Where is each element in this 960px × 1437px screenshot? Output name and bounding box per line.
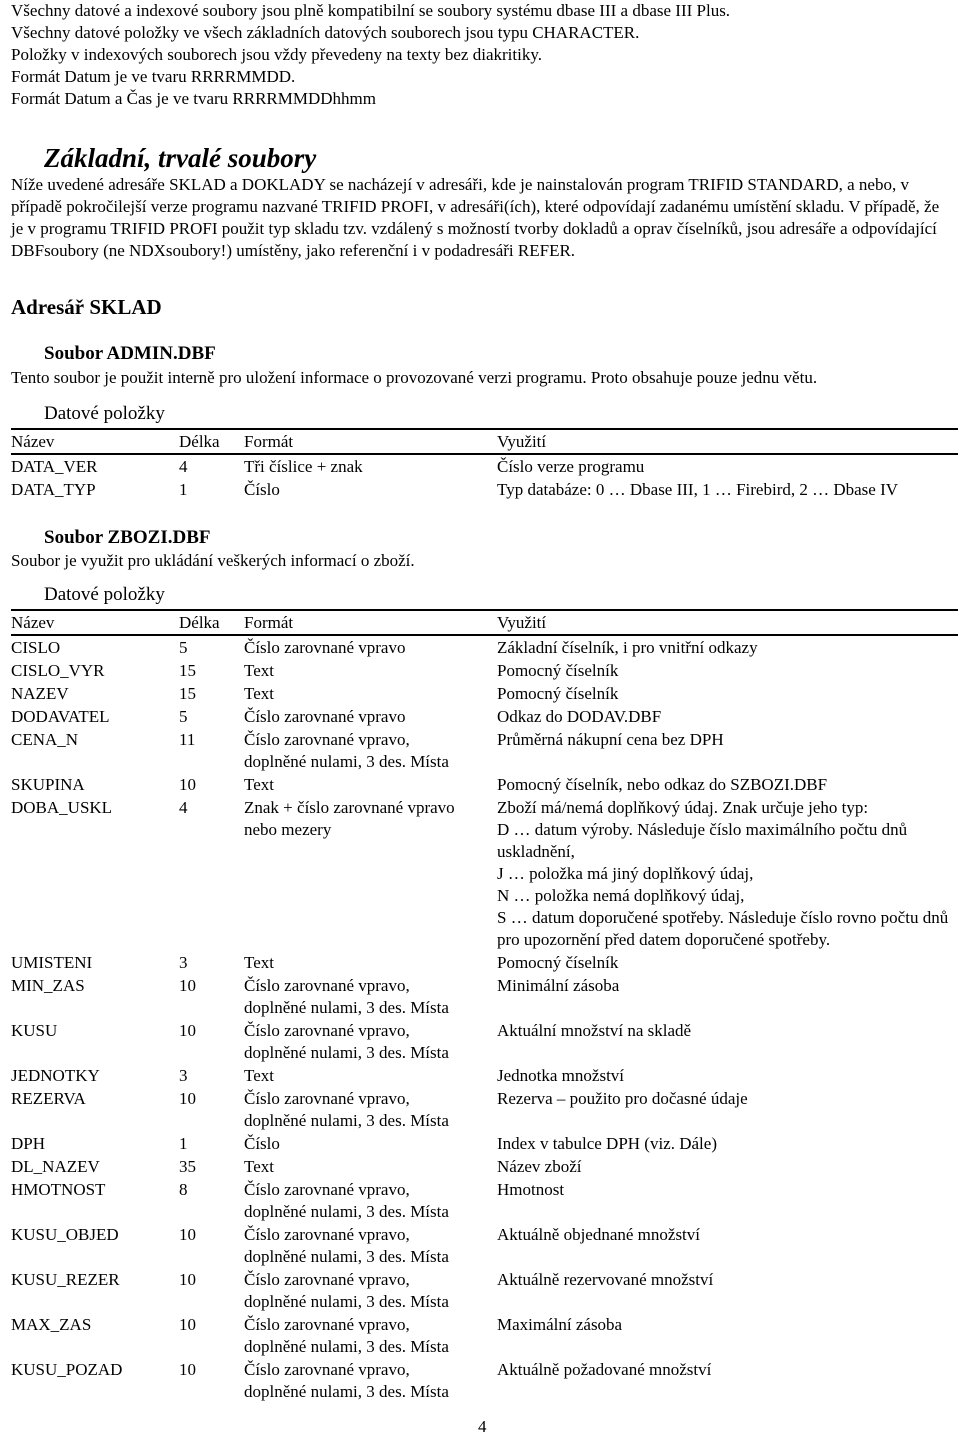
- field-name: KUSU_REZER: [11, 1270, 120, 1289]
- zbozi-file-heading: Soubor ZBOZI.DBF: [44, 527, 211, 548]
- field-usage: Pomocný číselník: [497, 661, 619, 680]
- table-row: [11, 1132, 958, 1155]
- field-format: Znak + číslo zarovnané vpravo nebo mezery: [244, 798, 455, 839]
- field-format: Text: [244, 775, 274, 794]
- table-row: [11, 635, 958, 659]
- field-name: DODAVATEL: [11, 707, 110, 726]
- table-row: [11, 951, 958, 974]
- table-row: [11, 796, 958, 951]
- field-length: 3: [179, 1066, 188, 1085]
- field-usage: Základní číselník, i pro vnitřní odkazy: [497, 638, 758, 657]
- table-row: [11, 1223, 958, 1268]
- admin-file-heading: Soubor ADMIN.DBF: [44, 343, 216, 364]
- intro-line: Všechny datové a indexové soubory jsou plně kompatibilní se soubory systému dbase III a dbase III Plus.: [11, 1, 731, 20]
- field-format: Text: [244, 1157, 274, 1176]
- table-row: [11, 659, 958, 682]
- field-usage: Aktuálně rezervované množství: [497, 1270, 714, 1289]
- field-length: 10: [179, 1021, 196, 1040]
- field-format: Text: [244, 953, 274, 972]
- table-row: [11, 1019, 958, 1064]
- field-length: 10: [179, 976, 196, 995]
- field-name: DATA_VER: [11, 457, 98, 476]
- column-header: Formát: [244, 429, 497, 454]
- field-format: Číslo zarovnané vpravo, doplněné nulami, 3 des. Místa: [244, 1021, 449, 1062]
- table-row: [11, 1087, 958, 1132]
- section-paragraph: Níže uvedené adresáře SKLAD a DOKLADY se nacházejí v adresáři, kde je nainstalován program TRIFID STANDARD, a nebo, v případě pokročilejší verze programu nazvané TRIFID PROFI, v adresáři(ích), které odpovídají zadanému umístění skladu. V případě, že je v programu TRIFID PROFI použit typ skladu tzv. vzdálený s možností tvorby dokladů a oprav číselníků, jsou adresáře a odpovídající DBFsoubory (ne NDXsoubory!) umístěny, jako referenční i v podadresáři REFER.: [11, 175, 940, 260]
- intro-block: [11, 0, 949, 110]
- table-row: [11, 705, 958, 728]
- field-name: NAZEV: [11, 684, 69, 703]
- field-name: JEDNOTKY: [11, 1066, 100, 1085]
- zbozi-fields-table: [11, 609, 958, 1403]
- column-header: Formát: [244, 610, 497, 635]
- field-usage: Aktuálně objednané množství: [497, 1225, 701, 1244]
- table-row: [11, 1358, 958, 1403]
- field-format: Číslo zarovnané vpravo, doplněné nulami, 3 des. Místa: [244, 1225, 449, 1266]
- field-length: 4: [179, 798, 188, 817]
- table-row: [11, 974, 958, 1019]
- field-length: 35: [179, 1157, 196, 1176]
- field-format: Číslo zarovnané vpravo, doplněné nulami, 3 des. Místa: [244, 1360, 449, 1401]
- field-length: 11: [179, 730, 196, 749]
- zbozi-description: Soubor je využit pro ukládání veškerých informací o zboží.: [11, 551, 415, 570]
- field-format: Číslo: [244, 480, 280, 499]
- field-usage: Typ databáze: 0 … Dbase III, 1 … Firebird, 2 … Dbase IV: [497, 480, 899, 499]
- field-format: Tři číslice + znak: [244, 457, 363, 476]
- field-length: 10: [179, 1360, 196, 1379]
- field-format: Text: [244, 684, 274, 703]
- field-length: 3: [179, 953, 188, 972]
- field-usage: Zboží má/nemá doplňkový údaj. Znak určuje jeho typ: D … datum výroby. Následuje číslo maximálního počtu dnů uskladnění, J … položka má jiný doplňkový údaj, N … položka nemá doplňkový údaj, S … datum doporučené spotřeby. Následuje číslo rovno počtu dnů pro upozornění před datem doporučené spotřeby.: [497, 798, 949, 949]
- field-name: UMISTENI: [11, 953, 93, 972]
- field-length: 1: [179, 480, 188, 499]
- column-header: Délka: [179, 429, 244, 454]
- table-header-row: [11, 610, 958, 635]
- field-length: 10: [179, 775, 196, 794]
- field-usage: Průměrná nákupní cena bez DPH: [497, 730, 724, 749]
- field-format: Číslo zarovnané vpravo, doplněné nulami, 3 des. Místa: [244, 1180, 449, 1221]
- admin-fields-table: [11, 428, 958, 501]
- field-format: Číslo zarovnané vpravo, doplněné nulami, 3 des. Místa: [244, 1089, 449, 1130]
- intro-line: Formát Datum je ve tvaru RRRRMMDD.: [11, 67, 296, 86]
- field-length: 15: [179, 661, 196, 680]
- column-header: Název: [11, 610, 179, 635]
- field-format: Číslo: [244, 1134, 280, 1153]
- field-name: KUSU_POZAD: [11, 1360, 123, 1379]
- intro-line: Všechny datové položky ve všech základních datových souborech jsou typu CHARACTER.: [11, 23, 640, 42]
- field-name: DATA_TYP: [11, 480, 96, 499]
- column-header: Délka: [179, 610, 244, 635]
- field-format: Číslo zarovnané vpravo, doplněné nulami, 3 des. Místa: [244, 1270, 449, 1311]
- field-name: KUSU: [11, 1021, 58, 1040]
- field-name: REZERVA: [11, 1089, 86, 1108]
- field-name: MAX_ZAS: [11, 1315, 92, 1334]
- admin-description: Tento soubor je použit interně pro uložení informace o provozované verzi programu. Proto obsahuje pouze jednu větu.: [11, 368, 818, 387]
- field-length: 8: [179, 1180, 188, 1199]
- field-format: Číslo zarovnané vpravo: [244, 638, 406, 657]
- field-usage: Pomocný číselník: [497, 684, 619, 703]
- table-row: [11, 1064, 958, 1087]
- field-length: 4: [179, 457, 188, 476]
- field-length: 1: [179, 1134, 188, 1153]
- table-row: [11, 1178, 958, 1223]
- admin-fields-heading: Datové položky: [44, 403, 165, 424]
- section-title: Základní, trvalé soubory: [44, 143, 317, 173]
- field-usage: Maximální zásoba: [497, 1315, 623, 1334]
- table-row: [11, 682, 958, 705]
- column-header: Využití: [497, 610, 958, 635]
- field-name: HMOTNOST: [11, 1180, 106, 1199]
- field-length: 5: [179, 707, 188, 726]
- field-name: CENA_N: [11, 730, 79, 749]
- page-number: 4: [478, 1417, 487, 1436]
- table-row: [11, 478, 958, 501]
- field-format: Číslo zarovnané vpravo, doplněné nulami, 3 des. Místa: [244, 1315, 449, 1356]
- table-row: [11, 1155, 958, 1178]
- intro-line: Formát Datum a Čas je ve tvaru RRRRMMDDhhmm: [11, 89, 377, 108]
- field-usage: Pomocný číselník, nebo odkaz do SZBOZI.DBF: [497, 775, 828, 794]
- field-length: 10: [179, 1225, 196, 1244]
- table-row: [11, 1313, 958, 1358]
- field-usage: Minimální zásoba: [497, 976, 620, 995]
- field-name: MIN_ZAS: [11, 976, 85, 995]
- table-row: [11, 773, 958, 796]
- field-usage: Aktuální množství na skladě: [497, 1021, 692, 1040]
- field-length: 5: [179, 638, 188, 657]
- field-format: Číslo zarovnané vpravo: [244, 707, 406, 726]
- field-format: Číslo zarovnané vpravo, doplněné nulami, 3 des. Místa: [244, 976, 449, 1017]
- field-format: Text: [244, 661, 274, 680]
- field-name: CISLO: [11, 638, 61, 657]
- field-usage: Číslo verze programu: [497, 457, 645, 476]
- field-usage: Rezerva – použito pro dočasné údaje: [497, 1089, 748, 1108]
- table-header-row: [11, 429, 958, 454]
- field-name: DL_NAZEV: [11, 1157, 100, 1176]
- field-name: DPH: [11, 1134, 46, 1153]
- field-format: Číslo zarovnané vpravo, doplněné nulami, 3 des. Místa: [244, 730, 449, 771]
- intro-line: Položky v indexových souborech jsou vždy převedeny na texty bez diakritiky.: [11, 45, 542, 64]
- field-usage: Index v tabulce DPH (viz. Dále): [497, 1134, 717, 1153]
- field-usage: Pomocný číselník: [497, 953, 619, 972]
- field-usage: Jednotka množství: [497, 1066, 625, 1085]
- table-row: [11, 728, 958, 773]
- table-row: [11, 454, 958, 478]
- field-usage: Hmotnost: [497, 1180, 565, 1199]
- field-length: 10: [179, 1270, 196, 1289]
- field-length: 15: [179, 684, 196, 703]
- field-usage: Aktuálně požadované množství: [497, 1360, 712, 1379]
- field-usage: Název zboží: [497, 1157, 582, 1176]
- column-header: Využití: [497, 429, 958, 454]
- field-name: SKUPINA: [11, 775, 85, 794]
- field-name: KUSU_OBJED: [11, 1225, 119, 1244]
- field-length: 10: [179, 1315, 196, 1334]
- field-name: DOBA_USKL: [11, 798, 113, 817]
- document-page: [11, 0, 949, 1401]
- zbozi-fields-heading: Datové položky: [44, 584, 165, 605]
- field-usage: Odkaz do DODAV.DBF: [497, 707, 662, 726]
- field-format: Text: [244, 1066, 274, 1085]
- column-header: Název: [11, 429, 179, 454]
- field-length: 10: [179, 1089, 196, 1108]
- directory-heading: Adresář SKLAD: [11, 295, 162, 319]
- table-row: [11, 1268, 958, 1313]
- field-name: CISLO_VYR: [11, 661, 105, 680]
